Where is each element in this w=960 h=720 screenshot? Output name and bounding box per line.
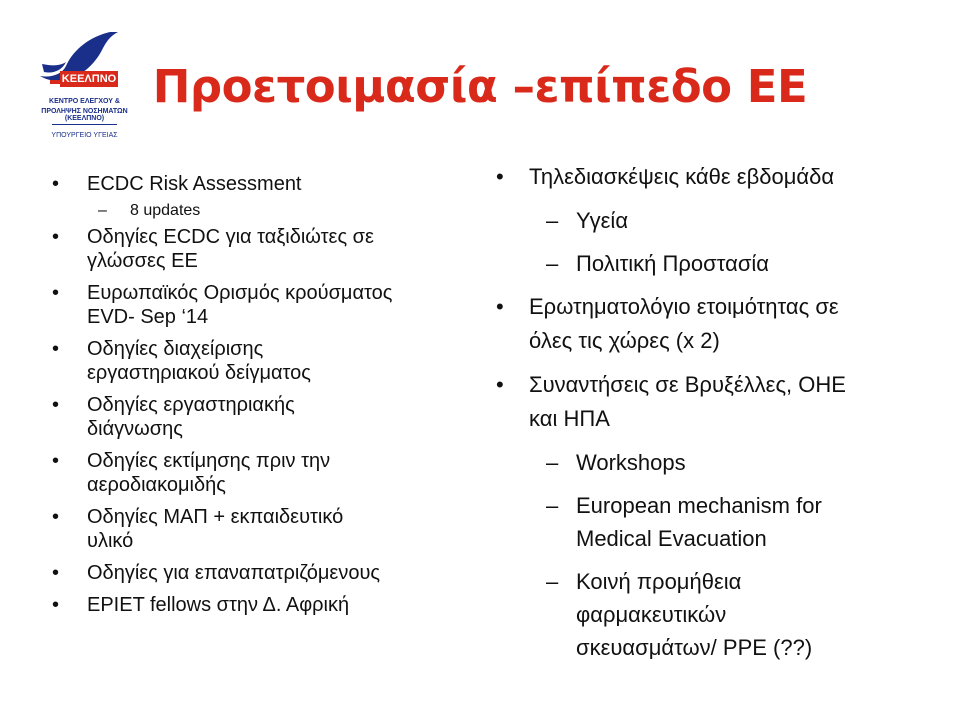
- dash-icon: –: [546, 493, 559, 518]
- list-item: [48, 449, 468, 497]
- bullet-icon: •: [52, 450, 60, 472]
- dash-icon: –: [98, 202, 107, 219]
- logo-name: ΚΕΕΛΠΝΟ: [61, 73, 117, 85]
- list-item-text: Οδηγίες εργαστηριακής: [87, 394, 295, 416]
- list-item: [492, 160, 942, 194]
- logo-divider: [52, 124, 117, 125]
- list-item-text: Συναντήσεις σε Βρυξέλλες, ΟΗΕ: [529, 372, 846, 397]
- bullet-icon: •: [496, 294, 504, 319]
- list-item-text: όλες τις χώρες (x 2): [529, 328, 720, 353]
- sub-item-text: Κοινή προμήθεια: [576, 569, 742, 594]
- sub-list-item: [492, 247, 942, 280]
- sub-item-text: φαρμακευτικών: [576, 602, 727, 627]
- sub-item-text: Medical Evacuation: [576, 526, 767, 551]
- list-item-text: Ερωτηματολόγιο ετοιμότητας σε: [529, 294, 839, 319]
- logo-line1: ΚΕΝΤΡΟ ΕΛΕΓΧΟΥ &: [49, 98, 120, 105]
- list-item-text: εργαστηριακού δείγματος: [87, 362, 311, 384]
- list-item-text: Οδηγίες διαχείρισης: [87, 338, 264, 360]
- list-item: [48, 281, 468, 329]
- list-item-text: υλικό: [87, 530, 134, 552]
- sub-list-item: [492, 446, 942, 479]
- list-item: [48, 337, 468, 385]
- list-item-text: γλώσσες ΕΕ: [87, 250, 198, 272]
- list-item: [48, 505, 468, 553]
- list-item-text: Οδηγίες ECDC για ταξιδιώτες σε: [87, 226, 374, 248]
- left-bullet-list: [48, 172, 468, 625]
- sub-item-text: Workshops: [576, 450, 686, 475]
- bullet-icon: •: [52, 226, 60, 248]
- bullet-icon: •: [52, 506, 60, 528]
- bullet-icon: •: [52, 394, 60, 416]
- dash-icon: –: [546, 450, 559, 475]
- list-item-text: Οδηγίες για επαναπατριζόμενους: [87, 562, 381, 584]
- right-bullet-list: [492, 160, 942, 674]
- list-item: [48, 561, 468, 585]
- sub-item-text: 8 updates: [130, 202, 201, 219]
- list-item: [48, 593, 468, 617]
- sub-list-item: [492, 489, 942, 555]
- sub-list-item: [48, 201, 468, 221]
- sub-item-text: Πολιτική Προστασία: [576, 251, 770, 276]
- list-item-text: διάγνωσης: [87, 418, 183, 440]
- list-item-text: Ευρωπαϊκός Ορισμός κρούσματος: [87, 282, 393, 304]
- dash-icon: –: [546, 569, 559, 594]
- list-item-text: EPIET fellows στην Δ. Αφρική: [87, 594, 350, 616]
- list-item: [492, 290, 942, 358]
- sub-list-item: [492, 204, 942, 237]
- list-item: [48, 225, 468, 273]
- slide-title: Προετοιμασία –επίπεδο ΕΕ: [152, 60, 808, 113]
- dash-icon: –: [546, 208, 559, 233]
- list-item-text: Τηλεδιασκέψεις κάθε εβδομάδα: [529, 164, 835, 189]
- list-item: [492, 368, 942, 436]
- list-item: [48, 172, 468, 196]
- sub-item-text: σκευασμάτων/ PPE (??): [576, 635, 813, 660]
- list-item-text: Οδηγίες ΜΑΠ + εκπαιδευτικό: [87, 506, 344, 528]
- bullet-icon: •: [52, 338, 60, 360]
- logo-line2: ΠΡΟΛΗΨΗΣ ΝΟΣΗΜΑΤΩΝ (ΚΕΕΛΠΝΟ): [41, 108, 128, 122]
- sub-item-text: Υγεία: [576, 208, 629, 233]
- bullet-icon: •: [52, 562, 60, 584]
- list-item: [48, 393, 468, 441]
- list-item-text: EVD- Sep ‘14: [87, 306, 209, 328]
- list-item-text: αεροδιακομιδής: [87, 474, 226, 496]
- bullet-icon: •: [52, 282, 60, 304]
- list-item-text: Οδηγίες εκτίμησης πριν την: [87, 450, 331, 472]
- list-item-text: και ΗΠΑ: [529, 406, 610, 431]
- sub-item-text: European mechanism for: [576, 493, 822, 518]
- dash-icon: –: [546, 251, 559, 276]
- bullet-icon: •: [496, 164, 504, 189]
- logo-ministry: ΥΠΟΥΡΓΕΙΟ ΥΓΕΙΑΣ: [51, 132, 118, 139]
- list-item-text: ECDC Risk Assessment: [87, 173, 302, 195]
- bullet-icon: •: [496, 372, 504, 397]
- bullet-icon: •: [52, 594, 60, 616]
- sub-list-item: [492, 565, 942, 664]
- bullet-icon: •: [52, 173, 60, 195]
